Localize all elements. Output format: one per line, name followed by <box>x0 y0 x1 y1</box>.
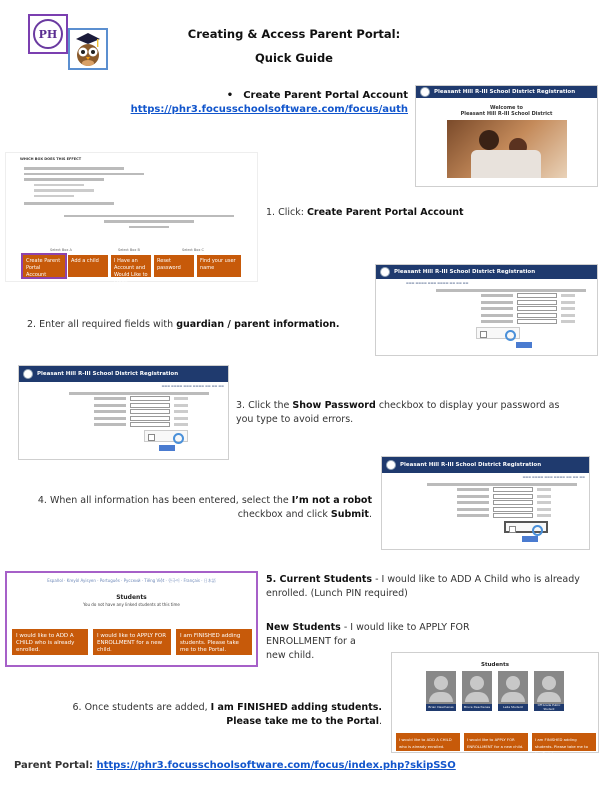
step-5-text: - I would like to ADD A Child who is already enrolled. (Lunch PIN required) <box>266 574 580 599</box>
registration-header-text-1: Pleasant Hill R-III School District Registration <box>394 269 536 275</box>
student-name-2: Bruce Deschenes <box>463 705 491 709</box>
students-added-screenshot <box>391 652 599 756</box>
step-1 <box>266 206 464 220</box>
apply-enrollment-button[interactable]: I would like to APPLY FOR ENROLLMENT for a new child. <box>93 629 171 655</box>
registration-header-3 <box>382 457 589 473</box>
registration-form-screenshot-2: Pleasant Hill R-III School District Registration ▬▬▬ ▬▬▬▬ ▬▬▬ ▬▬▬▬ ▬▬ ▬▬ ▬▬ <box>18 365 229 460</box>
submit-button[interactable] <box>159 445 175 451</box>
page-title <box>140 22 448 70</box>
new-students-line-3: new child. <box>266 650 315 661</box>
students-options-screenshot: Español · Kreyòl Ayisyen · Português · Русский · Tiếng Việt · 한국어 · Français · 日本語 Students You do not have any linked students at this time I would like to ADD A CHILD who is already enrolled. I would like to APPLY FOR ENROLLMENT for a new child. I am FINISHED adding students. Please take me to the Portal. <box>5 571 258 667</box>
step-2-text: 2. Enter all required fields with <box>27 319 177 330</box>
finished-adding-button[interactable]: I am FINISHED adding students. Please take me to the Portal. <box>176 629 252 655</box>
submit-button[interactable] <box>522 536 538 542</box>
registration-header-2 <box>19 366 228 382</box>
step-6 <box>12 701 382 729</box>
welcome-screenshot <box>415 85 598 187</box>
student-name-4: Off Grade Public Student <box>534 704 564 711</box>
step-6-bold-2: Please take me to the Portal <box>226 716 379 727</box>
welcome-header-text: Pleasant Hill R-III School District Registration <box>434 89 576 95</box>
students-added-title: Students <box>481 662 509 668</box>
school-logo-mark: PH <box>33 19 63 49</box>
step-6-bold-1: I am FINISHED adding students. <box>210 702 382 713</box>
footer-label: Parent Portal: <box>14 760 97 771</box>
district-logo-icon <box>420 87 430 97</box>
step-5 <box>266 573 586 601</box>
step-1-text: 1. Click: <box>266 207 307 218</box>
registration-header-1 <box>376 265 597 279</box>
family-photo <box>447 120 567 178</box>
step-6-end: . <box>378 716 382 727</box>
district-logo-icon <box>380 267 390 277</box>
title-line-2: Quick Guide <box>255 51 333 65</box>
add-child-box[interactable]: Add a child <box>68 255 108 277</box>
student-name-3: Leila Student <box>498 704 528 711</box>
step-label-a: Select Box A <box>50 248 72 252</box>
add-enrolled-child-button-small[interactable]: I would like to ADD A CHILD who is already enrolled. <box>396 733 460 751</box>
step-4-bold-robot: I’m not a robot <box>291 495 372 506</box>
captcha-widget[interactable] <box>476 327 520 339</box>
reset-password-box[interactable]: Reset password <box>154 255 194 277</box>
have-account-box[interactable]: I Have an Account and Would Like to Login <box>111 255 151 277</box>
step-6-text: 6. Once students are added, <box>72 702 211 713</box>
new-students-bold: New Students <box>266 622 341 633</box>
step-4-end: . <box>368 509 372 520</box>
registration-form-screenshot-1: Pleasant Hill R-III School District Registration ▬▬▬ ▬▬▬▬ ▬▬▬ ▬▬▬▬ ▬▬ ▬▬ ▬▬ <box>375 264 598 356</box>
students-title: Students <box>116 594 147 601</box>
welcome-district-text: Pleasant Hill R-III School District <box>460 111 553 117</box>
step-4-text: 4. When all information has been entered, select the <box>37 495 292 506</box>
captcha-widget[interactable] <box>144 430 188 442</box>
which-box-heading: WHICH BOX DOES THIS EFFECT <box>20 157 82 161</box>
step-3-tail: checkbox to display your password as you type to avoid errors. <box>236 400 560 425</box>
step-3 <box>236 399 566 427</box>
owl-mascot-icon <box>68 28 108 70</box>
registration-form-screenshot-3: Pleasant Hill R-III School District Registration ▬▬▬ ▬▬▬▬ ▬▬▬ ▬▬▬▬ ▬▬ ▬▬ ▬▬ <box>381 456 590 550</box>
step-5-bold: 5. Current Students <box>266 574 373 585</box>
step-label-b: Select Box B <box>118 248 140 252</box>
captcha-widget[interactable] <box>504 521 548 533</box>
registration-header-text-3: Pleasant Hill R-III School District Registration <box>400 462 542 468</box>
account-options-screenshot <box>5 152 258 285</box>
submit-button[interactable] <box>516 342 532 348</box>
title-line-1: Creating & Access Parent Portal: <box>187 27 401 41</box>
no-students-text: You do not have any linked students at this time <box>83 602 180 607</box>
finished-adding-button-small[interactable]: I am FINISHED adding students. Please take me to the Portal. <box>532 733 596 751</box>
find-username-box[interactable]: Find your user name <box>197 255 241 277</box>
step-1-bold: Create Parent Portal Account <box>306 207 464 218</box>
welcome-to-text: Welcome to <box>489 105 523 111</box>
student-card-3[interactable] <box>498 671 528 711</box>
step-3-bold: Show Password <box>292 400 376 411</box>
welcome-header <box>416 86 597 98</box>
parent-portal-footer <box>14 760 456 771</box>
create-portal-account-box[interactable]: Create Parent Portal Account <box>23 255 65 277</box>
student-card-2[interactable] <box>462 671 492 711</box>
registration-header-text-2: Pleasant Hill R-III School District Registration <box>37 371 179 377</box>
district-logo-icon <box>23 369 33 379</box>
student-card-4[interactable] <box>534 671 564 711</box>
step-4 <box>32 494 372 522</box>
step-4-mid: checkbox and click <box>237 509 331 520</box>
step-3-text: 3. Click the <box>236 400 293 411</box>
add-enrolled-child-button[interactable]: I would like to ADD A CHILD who is already enrolled. <box>12 629 88 655</box>
welcome-heading <box>416 105 597 117</box>
step-label-c: Select Box C <box>182 248 204 252</box>
create-account-bullet: • Create Parent Portal Account <box>227 90 408 101</box>
new-students-line-2: ENROLLMENT for a <box>266 636 356 647</box>
school-logo <box>28 14 68 54</box>
step-2-bold: guardian / parent information. <box>176 319 340 330</box>
auth-link[interactable]: https://phr3.focusschoolsoftware.com/focus/auth <box>130 104 408 115</box>
apply-enrollment-button-small[interactable]: I would like to APPLY FOR ENROLLMENT for a new child. <box>464 733 528 751</box>
student-card-1[interactable] <box>426 671 456 711</box>
new-students-line-1: - I would like to APPLY FOR <box>340 622 470 633</box>
step-4-bold-submit: Submit <box>330 509 369 520</box>
student-name-1: Brian Deschenes <box>426 704 456 711</box>
portal-link[interactable]: https://phr3.focusschoolsoftware.com/focus/index.php?skipSSO <box>96 760 456 771</box>
step-2 <box>27 318 372 332</box>
district-logo-icon <box>386 460 396 470</box>
